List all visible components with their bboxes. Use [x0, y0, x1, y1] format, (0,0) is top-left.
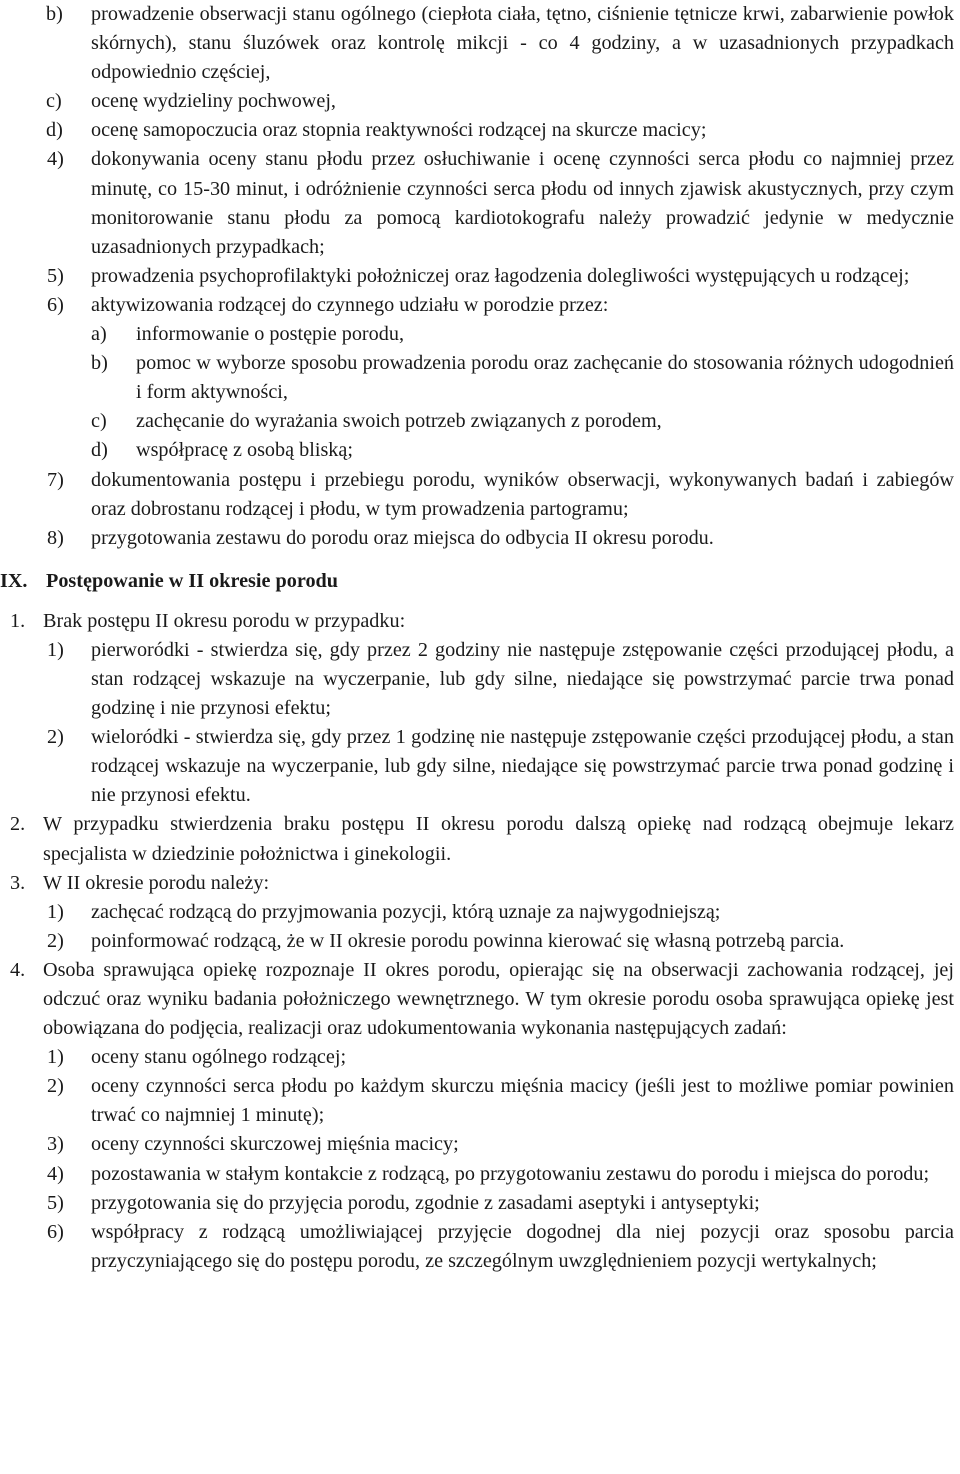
list-item: [0, 0, 954, 87]
item-label: 1.: [10, 609, 26, 632]
item-label: 4): [47, 1162, 64, 1185]
item-text: pierworódki - stwierdza się, gdy przez 2 godziny nie następuje zstępowanie części przodującej płodu, a stan rodzącej wskazuje na wyczerpanie, lub gdy silne, niedające się powstrzymać parcie trwa ponad godzinę i nie przynosi efektu;: [91, 638, 954, 720]
item-label: 3): [47, 1133, 64, 1156]
item-text: współpracy z rodzącą umożliwiającej przyjęcie dogodnej dla niej pozycji oraz sposobu parcia przyczyniającego się do postępu porodu, ze szczególnym uwzględnieniem pozycji wertykalnych;: [91, 1220, 954, 1272]
list-item: [0, 898, 954, 927]
section-heading: [0, 567, 960, 596]
item-text: W przypadku stwierdzenia braku postępu II okresu porodu dalszą opiekę nad rodzącą obejmuje lekarz specjalista w dziedzinie położnictwa i ginekologii.: [43, 813, 954, 865]
section-title: Postępowanie w II okresie porodu: [46, 569, 338, 592]
list-item: [0, 1189, 954, 1218]
item-label: d): [91, 439, 108, 462]
list-item: [0, 1218, 954, 1276]
item-label: 7): [47, 468, 64, 491]
item-text: dokumentowania postępu i przebiegu porodu, wyników obserwacji, wykonywanych badań i zabiegów oraz dobrostanu rodzącej i płodu, w tym prowadzenia partogramu;: [91, 468, 954, 520]
item-text: zachęcanie do wyrażania swoich potrzeb związanych z porodem,: [136, 410, 662, 433]
list-item: [0, 1160, 954, 1189]
item-text: oceny czynności serca płodu po każdym skurczu mięśnia macicy (jeśli jest to możliwe pomiar powinien trwać co najmniej 1 minutę);: [91, 1075, 954, 1127]
item-text: oceny czynności skurczowej mięśnia macicy;: [91, 1133, 459, 1156]
list-item: [0, 607, 954, 636]
item-text: Brak postępu II okresu porodu w przypadku:: [43, 609, 406, 632]
item-label: 6): [47, 293, 64, 316]
list-item: [0, 869, 954, 898]
item-text: oceny stanu ogólnego rodzącej;: [91, 1046, 347, 1069]
list-item: [0, 723, 954, 810]
section-number: IX.: [0, 569, 28, 592]
list-item: [0, 87, 954, 116]
item-label: 1): [47, 1046, 64, 1069]
list-item: [0, 1130, 954, 1159]
item-text: współpracę z osobą bliską;: [136, 439, 353, 462]
list-item: [0, 436, 954, 465]
item-label: 4.: [10, 958, 26, 981]
item-text: poinformować rodzącą, że w II okresie porodu powinna kierować się własną potrzebą parcia.: [91, 929, 845, 952]
item-label: b): [46, 3, 63, 25]
item-text: Osoba sprawująca opiekę rozpoznaje II okres porodu, opierając się na obserwacji zachowania rodzącej, jej odczuć oraz wyniku badania położniczego wewnętrznego. W tym okresie porodu osoba sprawująca opiekę jest obowiązana do podjęcia, realizacji oraz udokumentowania wykonania następujących zadań:: [43, 958, 954, 1040]
list-item: [0, 291, 954, 320]
item-text: W II okresie porodu należy:: [43, 871, 270, 894]
item-label: d): [46, 119, 63, 142]
list-item: [0, 407, 954, 436]
list-item: [0, 1043, 954, 1072]
list-item: [0, 262, 954, 291]
item-text: wieloródki - stwierdza się, gdy przez 1 godzinę nie następuje zstępowanie części przodującej płodu, a stan rodzącej wskazuje na wyczerpanie, lub gdy silne, niedające się powstrzymać parcie trwa ponad godzinę i nie przynosi efektu.: [91, 726, 954, 807]
item-text: prowadzenia psychoprofilaktyki położniczej oraz łagodzenia dolegliwości występujących u rodzącej;: [91, 264, 910, 287]
list-item: [0, 524, 954, 553]
item-label: 5): [47, 1191, 64, 1214]
item-label: 2): [47, 1075, 64, 1098]
item-label: c): [91, 410, 107, 433]
item-text: przygotowania się do przyjęcia porodu, zgodnie z zasadami aseptyki i antyseptyki;: [91, 1191, 760, 1214]
item-label: c): [46, 90, 62, 113]
item-label: 2.: [10, 813, 26, 836]
item-label: 8): [47, 526, 64, 549]
item-label: 3.: [10, 871, 26, 894]
list-item: [0, 810, 954, 868]
item-text: aktywizowania rodzącej do czynnego udziału w porodzie przez:: [91, 293, 609, 316]
item-text: pomoc w wyborze sposobu prowadzenia porodu oraz zachęcanie do stosowania różnych udogodnień i form aktywności,: [136, 352, 954, 404]
item-text: prowadzenie obserwacji stanu ogólnego (ciepłota ciała, tętno, ciśnienie tętnicze krwi, zabarwienie powłok skórnych), stanu śluzówek oraz kontrolę mikcji - co 4 godziny, a w uzasadnionych przypadkach odpowiednio częściej,: [91, 3, 954, 84]
list-item: [0, 145, 954, 261]
list-item: [0, 1072, 954, 1130]
list-item: [0, 956, 954, 1043]
list-item: [0, 927, 954, 956]
list-item: [0, 320, 954, 349]
item-label: 5): [47, 264, 64, 287]
item-text: zachęcać rodzącą do przyjmowania pozycji, którą uznaje za najwygodniejszą;: [91, 900, 721, 923]
item-label: a): [91, 323, 107, 346]
item-label: 2): [47, 929, 64, 952]
list-item: [0, 349, 954, 407]
item-text: informowanie o postępie porodu,: [136, 323, 404, 346]
item-label: 2): [47, 726, 64, 749]
item-text: pozostawania w stałym kontakcie z rodzącą, po przygotowaniu zestawu do porodu i miejsca do porodu;: [91, 1162, 930, 1185]
item-label: 4): [47, 148, 64, 171]
item-text: przygotowania zestawu do porodu oraz miejsca do odbycia II okresu porodu.: [91, 526, 714, 549]
item-text: dokonywania oceny stanu płodu przez osłuchiwanie i ocenę czynności serca płodu co najmniej przez minutę, co 15-30 minut, i odróżnienie czynności serca płodu od innych zjawisk akustycznych, przy czym monitorowanie stanu płodu za pomocą kardiotokografu należy prowadzić jedynie w medycznie uzasadnionych przypadkach;: [91, 148, 954, 258]
item-text: ocenę samopoczucia oraz stopnia reaktywności rodzącej na skurcze macicy;: [91, 119, 707, 142]
item-label: b): [91, 352, 108, 375]
item-label: 1): [47, 638, 64, 661]
list-item: [0, 466, 954, 524]
list-item: [0, 636, 954, 723]
item-label: 1): [47, 900, 64, 923]
item-label: 6): [47, 1220, 64, 1243]
list-item: [0, 116, 954, 145]
item-text: ocenę wydzieliny pochwowej,: [91, 90, 336, 113]
